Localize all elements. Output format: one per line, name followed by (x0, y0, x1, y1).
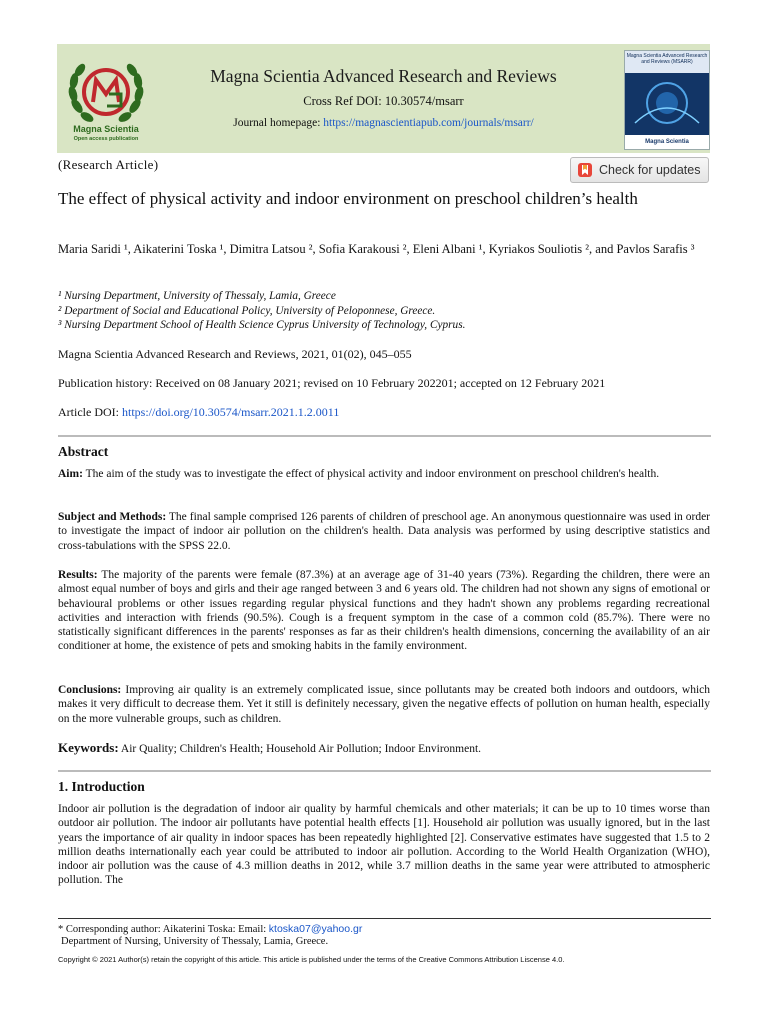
cover-title: Magna Scientia Advanced Research and Reviews (MSARR) (625, 51, 709, 75)
affiliation-3: ³ Nursing Department School of Health Science Cyprus University of Technology, Cyprus. (58, 319, 466, 331)
publication-history: Publication history: Received on 08 January 2021; revised on 10 February 202201; accepted on 12 February 2021 (58, 376, 606, 390)
methods-text: The final sample comprised 126 parents of children of preschool age. An anonymous questionnaire was used in order to investigate the impact of indoor air pollution on the children's health. Data analysis was performed by using descriptive statistics and cross-tabulations with the SPSS 22.0. (58, 511, 710, 552)
conclusions-text: Improving air quality is an extremely complicated issue, since pollutants may be created both indoors and outdoors, which makes it very difficult to decrease them. Yet it still is definitely necessary, given the negative effects of pollution on human health, especially on the more vulnerable groups, such as children. (58, 684, 710, 725)
introduction-text: Indoor air pollution is the degradation of indoor air quality by harmful chemicals and other materials; it can be up to 10 times worse than outdoor air pollution. The indoor air pollutants have potential health effects [1]. Household air pollution was usually ignored, but in the last years the importance of air quality in indoor spaces has been repeatedly highlighted [2]. Conservative estimates have suggested that 1.5 to 2 million deaths internationally each year could be attributed to indoor air pollution. According to the World Health Organization (WHO), indoor air pollution was the cause of 4.3 million deaths in 2012, while 3.7 million deaths in the same year were attributed to atmospheric pollution. The (58, 803, 710, 887)
introduction-heading: 1. Introduction (58, 779, 145, 794)
journal-header (57, 44, 710, 153)
author-list: Maria Saridi ¹, Aikaterini Toska ¹, Dimitra Latsou ², Sofia Karakousi ², Eleni Albani ¹, Kyriakos Souliotis ², and Pavlos Sarafis ³ (58, 242, 695, 256)
cover-publisher: Magna Scientia (625, 135, 709, 149)
journal-title: Magna Scientia Advanced Research and Reviews (210, 66, 557, 86)
abstract-heading: Abstract (58, 444, 109, 459)
author-department: Department of Nursing, University of Thessaly, Lamia, Greece. (61, 936, 329, 947)
corresponding-author (58, 923, 708, 935)
cover-art-icon (625, 73, 709, 135)
check-for-updates-button[interactable] (570, 157, 709, 183)
methods-label: Subject and Methods: (58, 511, 167, 523)
abstract-results (58, 568, 710, 654)
crossref-doi: Cross Ref DOI: 10.30574/msarr (303, 94, 464, 108)
affiliations (58, 289, 708, 333)
abstract-methods (58, 510, 710, 553)
logo-name: Magna Scientia (73, 124, 139, 134)
corresponding-label: * Corresponding author: Aikaterini Toska: Email: (58, 924, 269, 935)
copyright-notice: Copyright © 2021 Author(s) retain the copyright of this article. This article is published under the terms of the Creative Commons Attribution Liscense 4.0. (58, 955, 565, 964)
aim-label: Aim: (58, 468, 83, 480)
abstract-conclusions (58, 683, 710, 726)
results-label: Results: (58, 569, 98, 581)
abstract-aim (58, 467, 710, 481)
email-link[interactable]: ktoska07@yahoo.gr (268, 923, 363, 935)
conclusions-label: Conclusions: (58, 684, 122, 696)
article-type: (Research Article) (58, 157, 159, 172)
keywords-label: Keywords: (58, 740, 119, 755)
results-text: The majority of the parents were female (87.3%) at an average age of 31-40 years (73%). Regarding the children, there were an almost equal number of boys and girls and their age ranged between 3 and 6 years old. The children had not shown any signs of emotional or behavioural problems or other issues regarding regular physical functions and they hadn't shown any problems regarding recreational activities and interaction with friends (90.5%). Cough is a frequent symptom in the case of a common cold (85.7%). There were no statistically significant differences in the parents' responses as far as their children's health dimensions, concerning the availability of an air conditioner at home, the existence of pets and smoking habits in the family environment. (58, 569, 710, 653)
citation: Magna Scientia Advanced Research and Reviews, 2021, 01(02), 045–055 (58, 347, 412, 361)
bookmark-icon (577, 162, 593, 178)
keywords (58, 740, 708, 756)
doi-link[interactable]: https://doi.org/10.30574/msarr.2021.1.2.0011 (121, 405, 340, 419)
homepage-label: Journal homepage: (233, 117, 324, 129)
logo-tagline: Open access publication (73, 136, 139, 142)
article-doi (58, 405, 708, 420)
affiliation-1: ¹ Nursing Department, University of Thessaly, Lamia, Greece (58, 290, 336, 302)
article-title: The effect of physical activity and indoor environment on preschool children’s health (58, 189, 638, 208)
keywords-text: Air Quality; Children's Health; Household Air Pollution; Indoor Environment. (118, 743, 482, 755)
journal-cover (624, 50, 710, 150)
doi-label: Article DOI: (58, 405, 122, 419)
aim-text: The aim of the study was to investigate the effect of physical activity and indoor environment on preschool children's health. (82, 468, 660, 480)
journal-homepage (57, 117, 710, 129)
divider (58, 435, 711, 437)
affiliation-2: ² Department of Social and Educational Policy, University of Peloponnese, Greece. (58, 304, 436, 317)
check-for-updates-label: Check for updates (599, 163, 701, 177)
divider (58, 770, 711, 772)
homepage-link[interactable]: https://magnascientiapub.com/journals/msarr/ (323, 117, 534, 129)
footnote-divider (58, 918, 711, 919)
